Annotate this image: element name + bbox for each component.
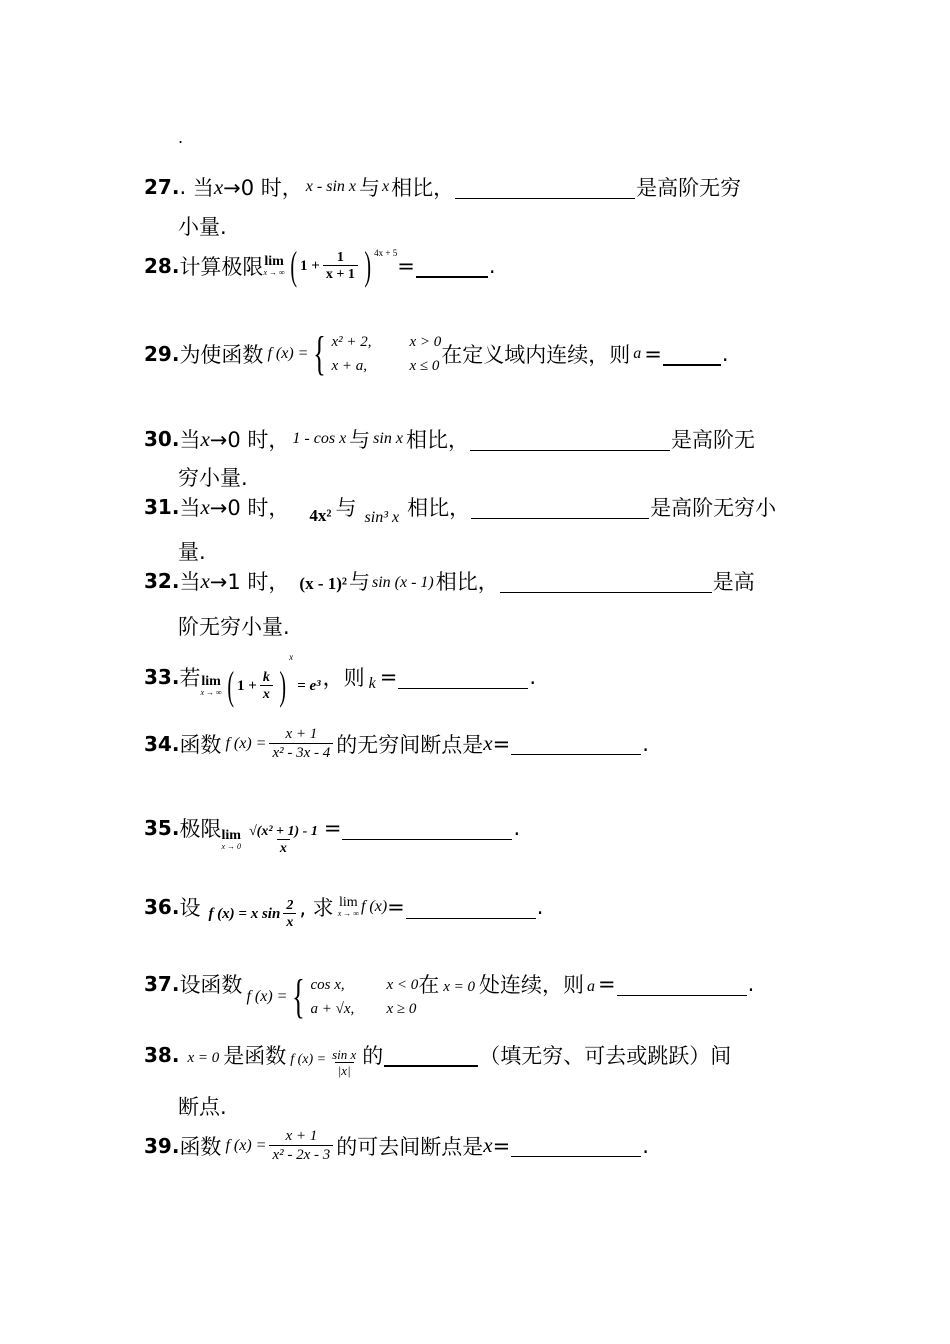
question-28: 28. 计算极限 lim x → ∞ ( 1 + $\frac{1}{x + 1}$ ) 4x + 5 = . (144, 243, 496, 288)
piecewise-cases: x² + 2, x > 0 x + a, x ≤ 0 (331, 334, 442, 374)
question-27: 27. . 当 x →0 时， x - sin x 与 x 相比， 是高阶无穷 (144, 174, 742, 200)
limit-operator: lim x → 0 (221, 828, 241, 852)
question-29: 29. 为使函数 f (x) = { x² + 2, x > 0 x + a, x ≤ 0 在定义域内连续，则 a = . (144, 327, 729, 380)
fraction: $\frac{\text{sin x}}{|x|}$ (332, 1047, 357, 1079)
exponent: x (289, 652, 294, 662)
fraction: $\frac{x + 1}{\text{x² - 3x - 4}}$ (269, 726, 333, 761)
question-33: 33. 若 lim x → ∞ ( 1 + $\frac{k}{x}$ ) x = e³ ，则 k = . (144, 652, 537, 708)
question-34: 34. 函数 f (x) = $\frac{x + 1}{\text{x² - 3x - 4}}$ 的无穷间断点是 x = . (144, 726, 649, 761)
piecewise-cases: cos x, x < 0 a + √x, x ≥ 0 (310, 977, 419, 1017)
answer-blank[interactable] (511, 1134, 641, 1157)
limit-operator: lim x → ∞ (337, 895, 359, 919)
answer-blank[interactable] (617, 973, 747, 996)
question-35: 35. 极限 lim x → 0 $\frac{\text{√(x² + 1) - 1}}{x}$ = . (144, 816, 521, 857)
question-31: 31. 当 x →0 时， 4x² 与 sin³ x 相比， 是高阶无穷小 (144, 494, 777, 526)
question-37: 37. 设函数 f (x) = { cos x, x < 0 a + √x, x ≥ 0 在 x = 0 处连续，则 a = . (144, 970, 755, 1023)
limit-operator: lim x → ∞ (263, 254, 285, 277)
fraction: $\frac{k}{x}$ (260, 670, 273, 703)
question-number: 27. (144, 175, 180, 199)
limit-operator: lim x → ∞ (200, 674, 222, 697)
answer-blank[interactable] (342, 817, 512, 840)
question-30-continuation: 穷小量. (178, 466, 248, 490)
answer-blank[interactable] (471, 496, 649, 519)
fraction: $\frac{x + 1}{\text{x² - 2x - 3}}$ (269, 1128, 333, 1163)
answer-blank[interactable] (500, 570, 712, 593)
answer-blank[interactable] (384, 1043, 478, 1067)
dots: . (179, 175, 187, 199)
answer-blank[interactable] (511, 732, 641, 755)
question-38-continuation: 断点. (178, 1095, 227, 1119)
fraction: $\frac{1}{x + 1}$ (323, 250, 358, 283)
answer-blank[interactable] (416, 254, 488, 278)
answer-blank[interactable] (398, 666, 528, 689)
question-27-continuation: 小量. (178, 215, 227, 239)
question-36: 36. 设 f (x) = x sin $\frac{2}{x}$ , 求 lim x → ∞ f (x) = . (144, 895, 544, 931)
fraction: $\frac{2}{x}$ (283, 898, 296, 931)
answer-blank[interactable] (455, 176, 635, 199)
answer-blank[interactable] (470, 428, 670, 451)
answer-blank[interactable] (663, 342, 721, 366)
question-31-continuation: 量. (178, 540, 206, 564)
exponent: 4x + 5 (374, 248, 398, 258)
question-39: 39. 函数 f (x) = $\frac{x + 1}{\text{x² - 2x - 3}}$ 的可去间断点是 x = . (144, 1128, 649, 1163)
question-38: 38. x = 0 是函数 f (x) = $\frac{\text{sin x}}{|x|}$ 的 （填无穷、可去或跳跃）间 (144, 1043, 732, 1079)
answer-blank[interactable] (406, 896, 536, 919)
stray-mark: . (178, 128, 184, 147)
math-expression: x - sin x (305, 178, 356, 195)
question-30: 30. 当 x →0 时， 1 - cos x 与 sin x 相比， 是高阶无 (144, 426, 755, 452)
question-32-continuation: 阶无穷小量. (178, 615, 290, 639)
fraction: $\frac{\text{√(x² + 1) - 1}}{x}$ (249, 824, 318, 857)
question-32: 32. 当 x →1 时， (x - 1)² 与 sin (x - 1) 相比， 是高 (144, 568, 755, 594)
